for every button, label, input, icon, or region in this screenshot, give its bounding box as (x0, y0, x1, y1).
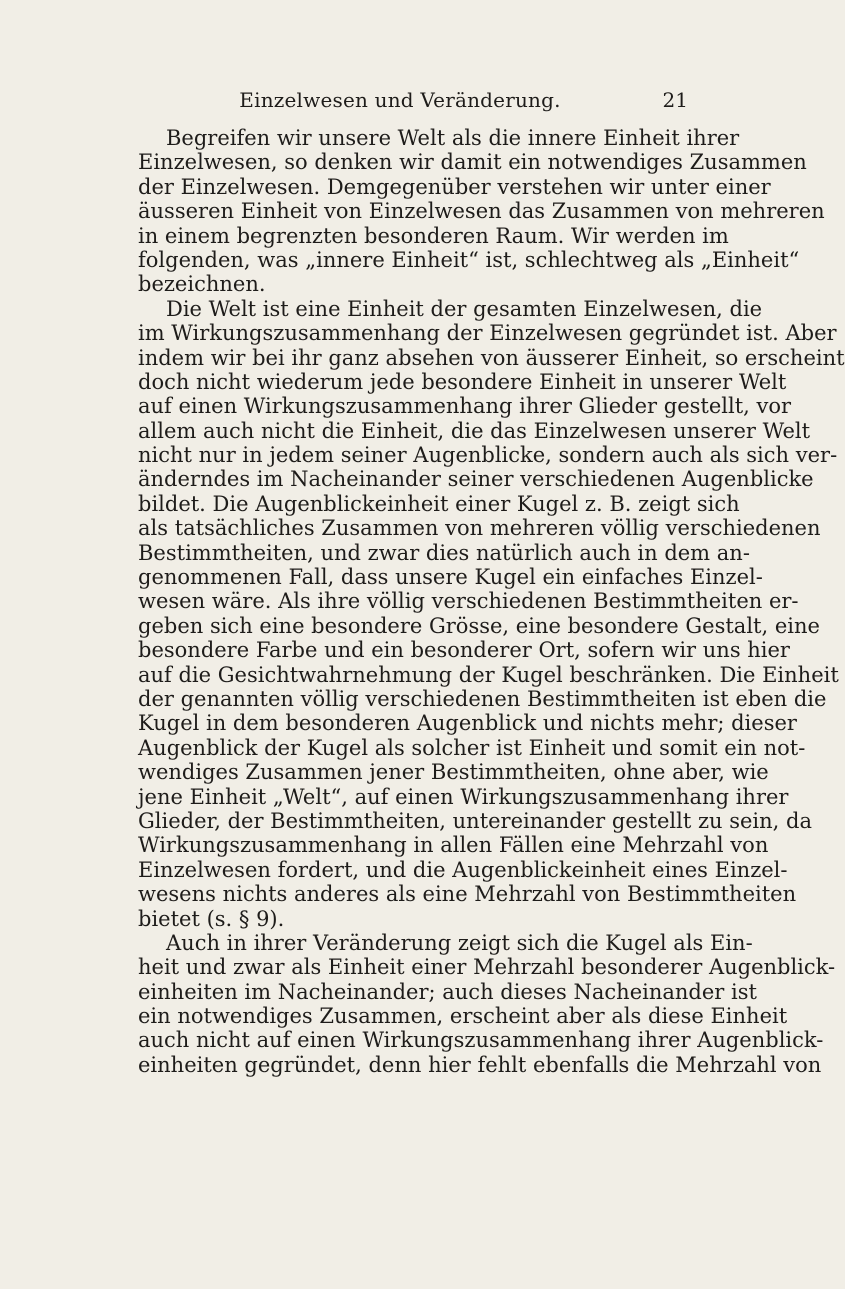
text-line: heit und zwar als Einheit einer Mehrzahl besonderer Augenblick- (138, 955, 836, 980)
text-line: einheiten gegründet, denn hier fehlt ebenfalls die Mehrzahl von (138, 1052, 822, 1077)
text-line: wesen wäre. Als ihre völlig verschiedenen Bestimmtheiten er- (138, 589, 799, 614)
text-line: Kugel in dem besonderen Augenblick und nichts mehr; dieser (138, 711, 797, 736)
text-line: änderndes im Nacheinander seiner verschiedenen Augenblicke (138, 467, 814, 492)
text-line: nicht nur in jedem seiner Augenblicke, sondern auch als sich ver- (138, 443, 838, 468)
text-line: auch nicht auf einen Wirkungszusammenhang ihrer Augenblick- (138, 1028, 824, 1053)
text-line: besondere Farbe und ein besonderer Ort, sofern wir uns hier (138, 638, 790, 663)
text-line: ein notwendiges Zusammen, erscheint aber als diese Einheit (138, 1004, 788, 1029)
page-number: 21 (662, 88, 688, 112)
text-line: allem auch nicht die Einheit, die das Einzelwesen unserer Welt (138, 418, 811, 443)
text-line: jene Einheit „Welt“, auf einen Wirkungszusammenhang ihrer (138, 784, 789, 809)
text-line: Einzelwesen fordert, und die Augenblickeinheit eines Einzel- (138, 857, 788, 882)
text-line: bildet. Die Augenblickeinheit einer Kugel z. B. zeigt sich (138, 491, 740, 516)
text-line: indem wir bei ihr ganz absehen von äusserer Einheit, so erscheint (138, 345, 845, 370)
text-line: bezeichnen. (138, 272, 266, 297)
text-line: Die Welt ist eine Einheit der gesamten Einzelwesen, die (166, 296, 763, 321)
text-line: Wirkungszusammenhang in allen Fällen eine Mehrzahl von (138, 833, 769, 858)
text-line: der Einzelwesen. Demgegenüber verstehen wir unter einer (138, 174, 771, 199)
text-line: geben sich eine besondere Grösse, eine besondere Gestalt, eine (138, 613, 820, 638)
text-line: genommenen Fall, dass unsere Kugel ein einfaches Einzel- (138, 565, 763, 590)
text-line: äusseren Einheit von Einzelwesen das Zusammen von mehreren (138, 199, 825, 224)
text-line: als tatsächliches Zusammen von mehreren völlig verschiedenen (138, 516, 821, 541)
text-line: wendiges Zusammen jener Bestimmtheiten, ohne aber, wie (138, 760, 769, 785)
text-line: auf einen Wirkungszusammenhang ihrer Glieder gestellt, vor (138, 394, 792, 419)
body-text (138, 126, 845, 1077)
text-line: folgenden, was „innere Einheit“ ist, schlechtweg als „Einheit“ (138, 247, 800, 272)
running-head (0, 88, 800, 118)
text-line: im Wirkungszusammenhang der Einzelwesen gegründet ist. Aber (138, 321, 837, 346)
text-line: bietet (s. § 9). (138, 906, 285, 931)
text-line: auf die Gesichtwahrnehmung der Kugel beschränken. Die Einheit (138, 662, 839, 687)
text-line: Begreifen wir unsere Welt als die innere Einheit ihrer (166, 126, 740, 150)
text-line: wesens nichts anderes als eine Mehrzahl von Bestimmtheiten (138, 882, 797, 907)
text-line: Bestimmtheiten, und zwar dies natürlich auch in dem an- (138, 540, 750, 565)
text-line: in einem begrenzten besonderen Raum. Wir werden im (138, 223, 729, 248)
text-line: Augenblick der Kugel als solcher ist Einheit und somit ein not- (138, 735, 806, 760)
text-line: Glieder, der Bestimmtheiten, untereinander gestellt zu sein, da (138, 808, 812, 833)
text-line: Auch in ihrer Veränderung zeigt sich die Kugel als Ein- (166, 930, 753, 955)
text-line: doch nicht wiederum jede besondere Einheit in unserer Welt (138, 369, 787, 394)
text-line: der genannten völlig verschiedenen Bestimmtheiten ist eben die (138, 686, 827, 711)
text-line: einheiten im Nacheinander; auch dieses Nacheinander ist (138, 979, 757, 1004)
running-title: Einzelwesen und Veränderung. (239, 88, 561, 112)
text-line: Einzelwesen, so denken wir damit ein notwendiges Zusammen (138, 150, 807, 175)
